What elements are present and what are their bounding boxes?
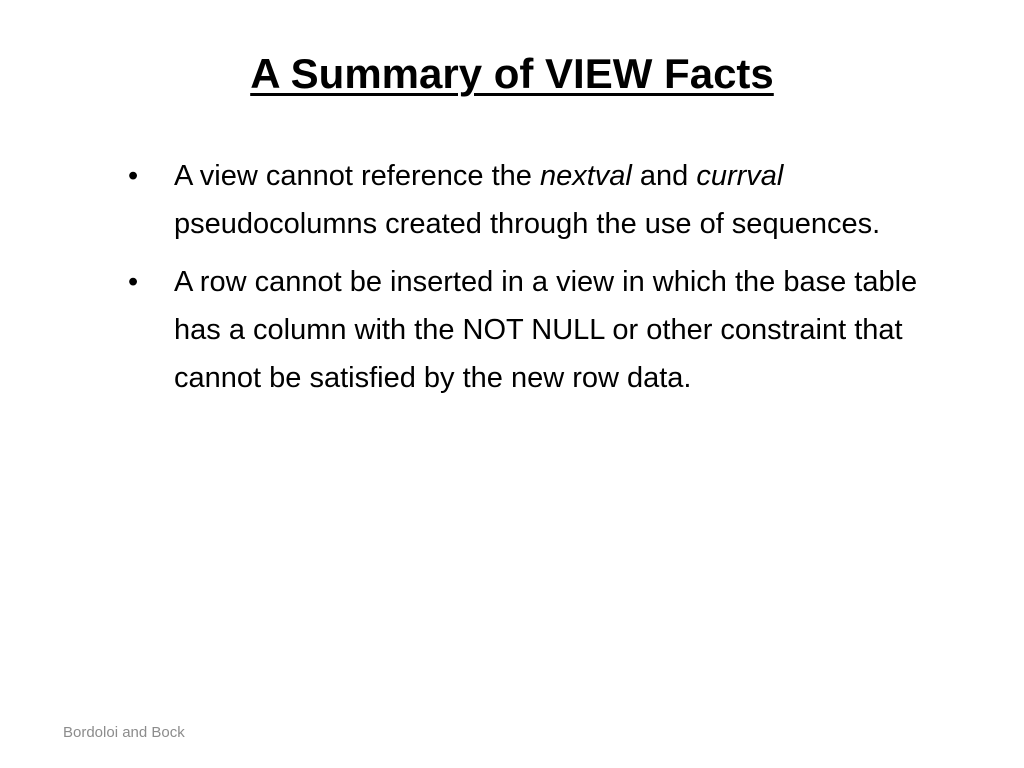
bullet-italic-term: currval (696, 160, 784, 192)
footer-credit: Bordoloi and Bock (63, 724, 185, 741)
bullet-marker: • (128, 266, 139, 298)
bullet-text-part: A view cannot reference the (174, 160, 540, 192)
bullet-text: A row cannot be inserted in a view in which the base table has a column with the NOT NULL or other constraint that cannot be satisfied by the new row data. (174, 266, 918, 394)
bullet-marker: • (128, 160, 139, 192)
bullet-list (128, 152, 958, 412)
bullet-item-2 (128, 258, 958, 402)
bullet-italic-term: nextval (539, 160, 632, 192)
bullet-text-part: pseudocolumns created through the use of sequences. (174, 208, 881, 240)
bullet-text-part: and (631, 160, 697, 192)
slide-title: A Summary of VIEW Facts (250, 50, 774, 97)
bullet-item-1 (128, 152, 958, 248)
